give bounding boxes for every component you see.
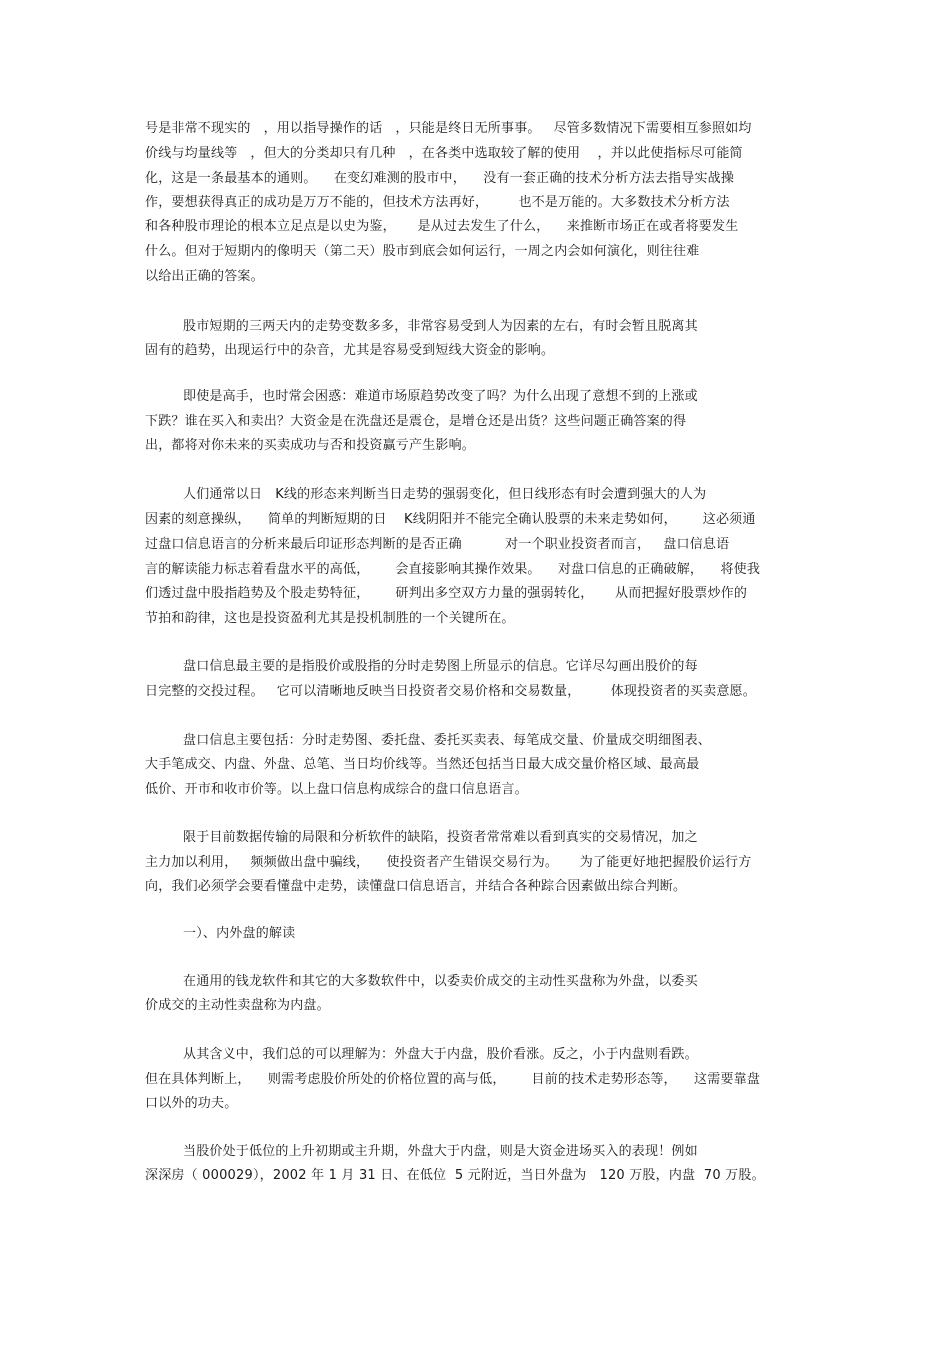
text-line: 价成交的主动性卖盘称为内盘。	[145, 998, 330, 1013]
text-line: 日完整的交投过程。 它可以清晰地反映当日投资者交易价格和交易数量， 体现投资者的买卖意愿。	[145, 684, 756, 699]
text-line: 口以外的功夫。	[145, 1096, 238, 1111]
text-line: 过盘口信息语言的分析来最后印证形态判断的是否正确 对一个职业投资者而言， 盘口信息语	[145, 537, 730, 552]
text-line: 在通用的钱龙软件和其它的大多数软件中，以委卖价成交的主动性买盘称为外盘，以委买	[183, 974, 698, 989]
text-line: 下跌？谁在买入和卖出？大资金是在洗盘还是震仓，是增仓还是出货？这些问题正确答案的得	[145, 414, 687, 429]
text-line: 大手笔成交、内盘、外盘、总笔、当日均价线等。当然还包括当日最大成交量价格区域、最高最	[145, 757, 700, 772]
section-heading: 一）、内外盘的解读	[183, 926, 296, 941]
text-line: 股市短期的三两天内的走势变数多多，非常容易受到人为因素的左右，有时会暂且脱离其	[183, 319, 698, 334]
text-line: 盘口信息主要包括：分时走势图、委托盘、委托买卖表、每笔成交量、价量成交明细图表、	[183, 733, 712, 748]
text-line: 低价、开市和收市价等。以上盘口信息构成综合的盘口信息语言。	[145, 782, 528, 797]
text-line: 但在具体判断上， 则需考虑股价所处的价格位置的高与低， 目前的技术走势形态等， 这需要靠盘	[145, 1072, 761, 1087]
text-line: 因素的刻意操纵， 简单的判断短期的日 K线阴阳并不能完全确认股票的未来走势如何， 这必须通	[145, 512, 756, 527]
text-line: 言的解读能力标志着看盘水平的高低， 会直接影响其操作效果。 对盘口信息的正确破解， 将使我	[145, 562, 761, 577]
text-line: 当股价处于低位的上升初期或主升期，外盘大于内盘，则是大资金进场买入的表现！例如	[183, 1144, 698, 1159]
text-line: 化，这是一条最基本的通则。 在变幻难测的股市中， 没有一套正确的技术分析方法去指导实战操	[145, 171, 735, 186]
text-line: 从其含义中，我们总的可以理解为：外盘大于内盘，股价看涨。反之，小于内盘则看跌。	[183, 1047, 698, 1062]
text-line: 人们通常以日 K线的形态来判断当日走势的强弱变化，但日线形态有时会遭到强大的人为	[183, 487, 707, 502]
text-line: 号是非常不现实的 ，用以指导操作的话 ，只能是终日无所事事。 尽管多数情况下需要相互参照如均	[145, 121, 752, 136]
text-line: 价线与均量线等 ，但大的分类却只有几种 ，在各类中选取较了解的使用 ，并以此使指标尽可能简	[145, 146, 743, 161]
text-line: 出，都将对你未来的买卖成功与否和投资赢亏产生影响。	[145, 438, 476, 453]
text-line: 们透过盘中股指趋势及个股走势特征， 研判出多空双方力量的强弱转化， 从而把握好股票炒作的	[145, 586, 748, 601]
text-line: 深深房（ 000029），2002 年 1 月 31 日、在低位 5 元附近，当日外盘为 120 万股，内盘 70 万股。	[145, 1168, 765, 1183]
text-line: 和各种股市理论的根本立足点是以史为鉴， 是从过去发生了什么， 来推断市场正在或者将要发生	[145, 219, 739, 234]
text-line: 限于目前数据传输的局限和分析软件的缺陷，投资者常常难以看到真实的交易情况，加之	[183, 830, 698, 845]
text-line: 节拍和韵律，这也是投资盈利尤其是投机制胜的一个关键所在。	[145, 611, 515, 626]
text-line: 向，我们必须学会要看懂盘中走势，读懂盘口信息语言，并结合各种踪合因素做出综合判断。	[145, 879, 687, 894]
text-line: 即使是高手，也时常会困惑：难道市场原趋势改变了吗？为什么出现了意想不到的上涨或	[183, 389, 698, 404]
text-line: 以给出正确的答案。	[145, 269, 264, 284]
text-line: 主力加以利用， 频频做出盘中骗线， 使投资者产生错误交易行为。 为了能更好地把握股价运行方	[145, 855, 752, 870]
text-line: 作，要想获得真正的成功是万万不能的，但技术方法再好， 也不是万能的。大多数技术分析方法	[145, 195, 730, 210]
text-line: 什么。但对于短期内的像明天（第二天）股市到底会如何运行，一周之内会如何演化，则往往难	[145, 244, 700, 259]
text-line: 固有的趋势，出现运行中的杂音，尤其是容易受到短线大资金的影响。	[145, 343, 555, 358]
text-line: 盘口信息最主要的是指股价或股指的分时走势图上所显示的信息。它详尽勾画出股价的每	[183, 659, 698, 674]
